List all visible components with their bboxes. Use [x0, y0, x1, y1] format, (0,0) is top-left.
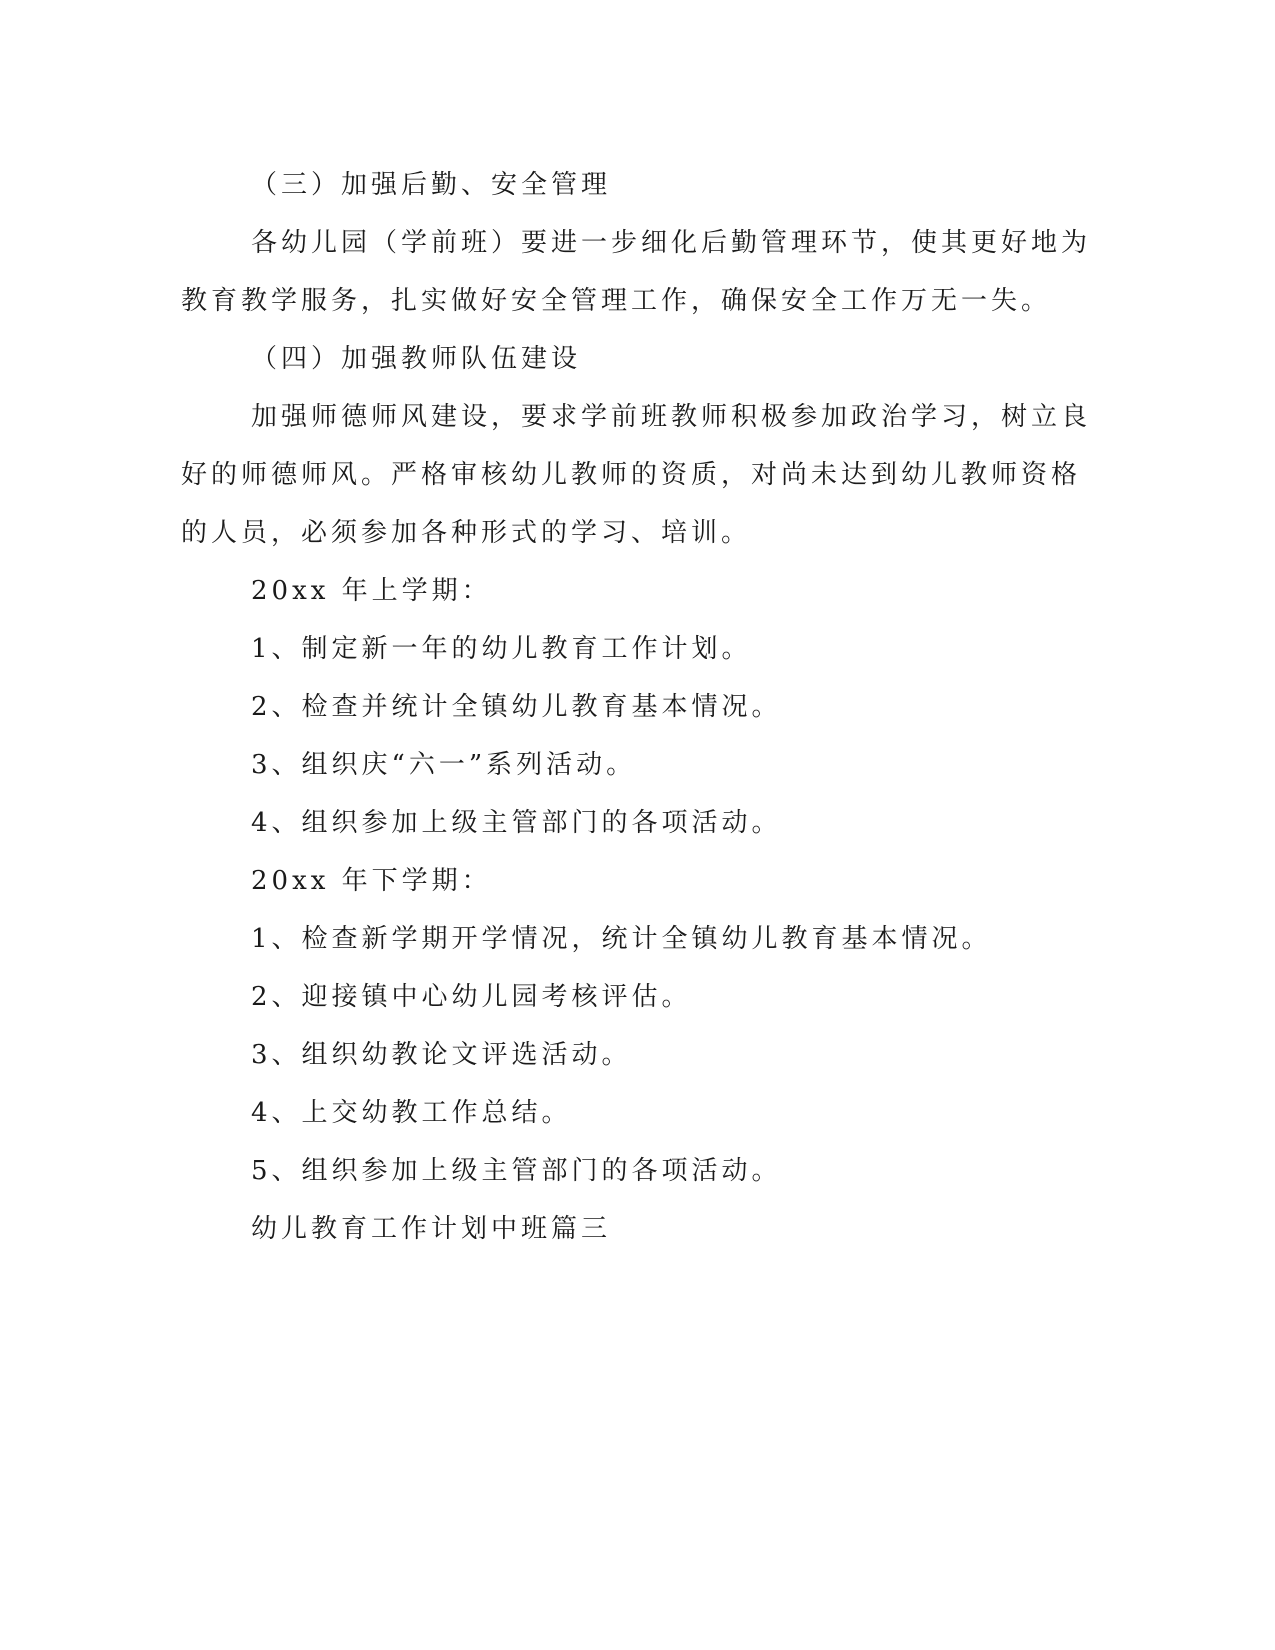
paragraph-line: 好的师德师风。严格审核幼儿教师的资质，对尚未达到幼儿教师资格 — [181, 460, 1082, 490]
list-item: 5、组织参加上级主管部门的各项活动。 — [251, 1156, 782, 1186]
section-heading-4: （四）加强教师队伍建设 — [251, 344, 582, 374]
paragraph-line: 加强师德师风建设，要求学前班教师积极参加政治学习，树立良 — [251, 402, 1092, 432]
term-heading-second: 20xx 年下学期： — [251, 866, 492, 896]
list-item: 3、组织幼教论文评选活动。 — [251, 1040, 632, 1070]
list-item: 4、组织参加上级主管部门的各项活动。 — [251, 808, 782, 838]
section-heading-3: （三）加强后勤、安全管理 — [251, 170, 612, 200]
paragraph-line: 的人员，必须参加各种形式的学习、培训。 — [181, 518, 752, 548]
list-item: 1、制定新一年的幼儿教育工作计划。 — [251, 634, 752, 664]
term-heading-first: 20xx 年上学期： — [251, 576, 492, 606]
next-section-title: 幼儿教育工作计划中班篇三 — [251, 1214, 612, 1244]
paragraph-line: 各幼儿园（学前班）要进一步细化后勤管理环节，使其更好地为 — [251, 228, 1092, 258]
list-item: 4、上交幼教工作总结。 — [251, 1098, 572, 1128]
list-item: 2、检查并统计全镇幼儿教育基本情况。 — [251, 692, 782, 722]
list-item: 2、迎接镇中心幼儿园考核评估。 — [251, 982, 692, 1012]
document-body — [181, 156, 1092, 1258]
list-item: 3、组织庆“六一”系列活动。 — [251, 750, 637, 780]
list-item: 1、检查新学期开学情况，统计全镇幼儿教育基本情况。 — [251, 924, 992, 954]
paragraph-line: 教育教学服务，扎实做好安全管理工作，确保安全工作万无一失。 — [181, 286, 1052, 316]
